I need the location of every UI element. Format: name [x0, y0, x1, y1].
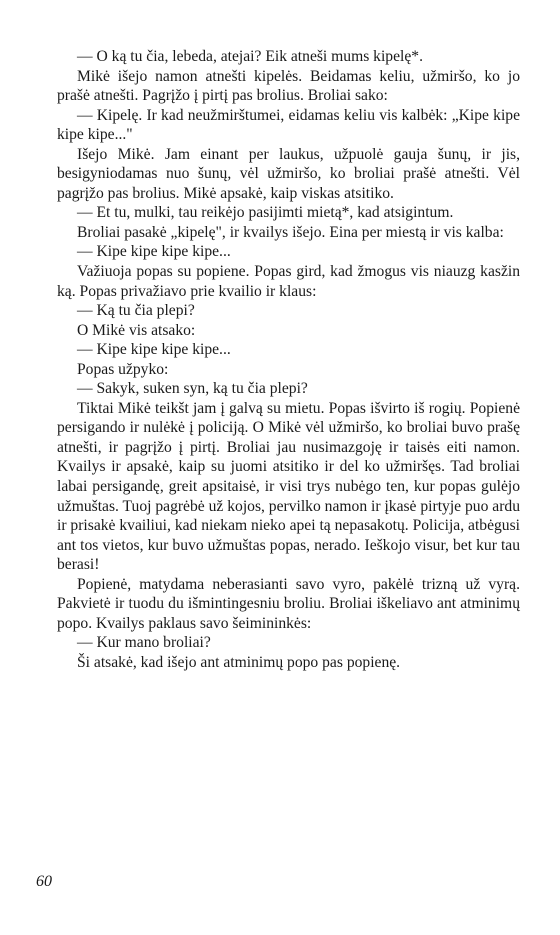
paragraph-17: Ši atsakė, kad išejo ant atminimų popo pas popienę.: [77, 653, 401, 671]
paragraph-15: Popienė, matydama neberasianti savo vyro, pakėlė trizną už vyrą. Pakvietė ir tuodu du išmintingesniu broliu. Broliai iškeliavo ant atminimų popo. Kvailys paklaus savo šeimininkės:: [57, 575, 520, 632]
paragraph-14: Tiktai Mikė teikšt jam į galvą su mietu. Popas išvirto iš rogių. Popienė persigando ir nulėkė į policiją. O Mikė vėl užmiršo, ko broliai buvo prašę atnešti, ir pagrįžo į pirtį. Broliai jau nusimazgoję ir taisės eiti namon. Kvailys ir apsakė, kaip su juomi atsitiko ir del ko užmiršęs. Tad broliai labai persigandę, greit apsitaisė, ir visi trys nubėgo ten, kur popas gulėjo užmuštas. Tuoj pagrėbė už kojos, pervilko namon ir įkasė pirtyje puo ardu ir prisakė kvailiui, kad niekam nieko apei tą nepasakotų. Policija, atbėgusi ant tos vietos, kur buvo užmuštas popas, nerado. Ieškojo visur, bet kur tau berasi!: [57, 399, 520, 574]
paragraph-5: — Et tu, mulki, tau reikėjo pasijimti mietą*, kad atsigintum.: [77, 204, 454, 222]
paragraph-8: Važiuoja popas su popiene. Popas gird, kad žmogus vis niauzg kasžin ką. Popas privažiavo prie kvailio ir klaus:: [57, 263, 520, 300]
paragraph-10: O Mikė vis atsako:: [77, 321, 196, 339]
paragraph-16: — Kur mano broliai?: [77, 634, 211, 652]
page-number: 60: [36, 873, 52, 890]
paragraph-7: — Kipe kipe kipe kipe...: [77, 243, 231, 261]
paragraph-3: — Kipelę. Ir kad neužmirštumei, eidamas keliu vis kalbėk: „Kipe kipe kipe kipe...": [57, 106, 520, 144]
paragraph-4: Išejo Mikė. Jam einant per laukus, užpuolė gauja šunų, ir jis, besigyniodamas nuo šunų, vėl užmiršo, ko broliai prašė atnešti. Vėl pagrįžo pas brolius. Mikė apsakė, kaip viskas atsitiko.: [57, 145, 520, 202]
paragraph-1: — O ką tu čia, lebeda, atejai? Eik atneši mums kipelę*.: [77, 48, 423, 65]
paragraph-9: — Ką tu čia plepi?: [77, 302, 195, 320]
paragraph-12: Popas užpyko:: [77, 360, 169, 378]
paragraph-11: — Kipe kipe kipe kipe...: [77, 341, 231, 359]
paragraph-6: Broliai pasakė „kipelę", ir kvailys išejo. Eina per miestą ir vis kalba:: [77, 223, 504, 241]
paragraph-2: Mikė išejo namon atnešti kipelės. Beidamas keliu, užmiršo, ko jo prašė atnešti. Pagrįžo į pirtį pas brolius. Broliai sako:: [57, 67, 520, 105]
paragraph-13: — Sakyk, suken syn, ką tu čia plepi?: [77, 380, 308, 398]
book-page-text: [57, 47, 520, 673]
